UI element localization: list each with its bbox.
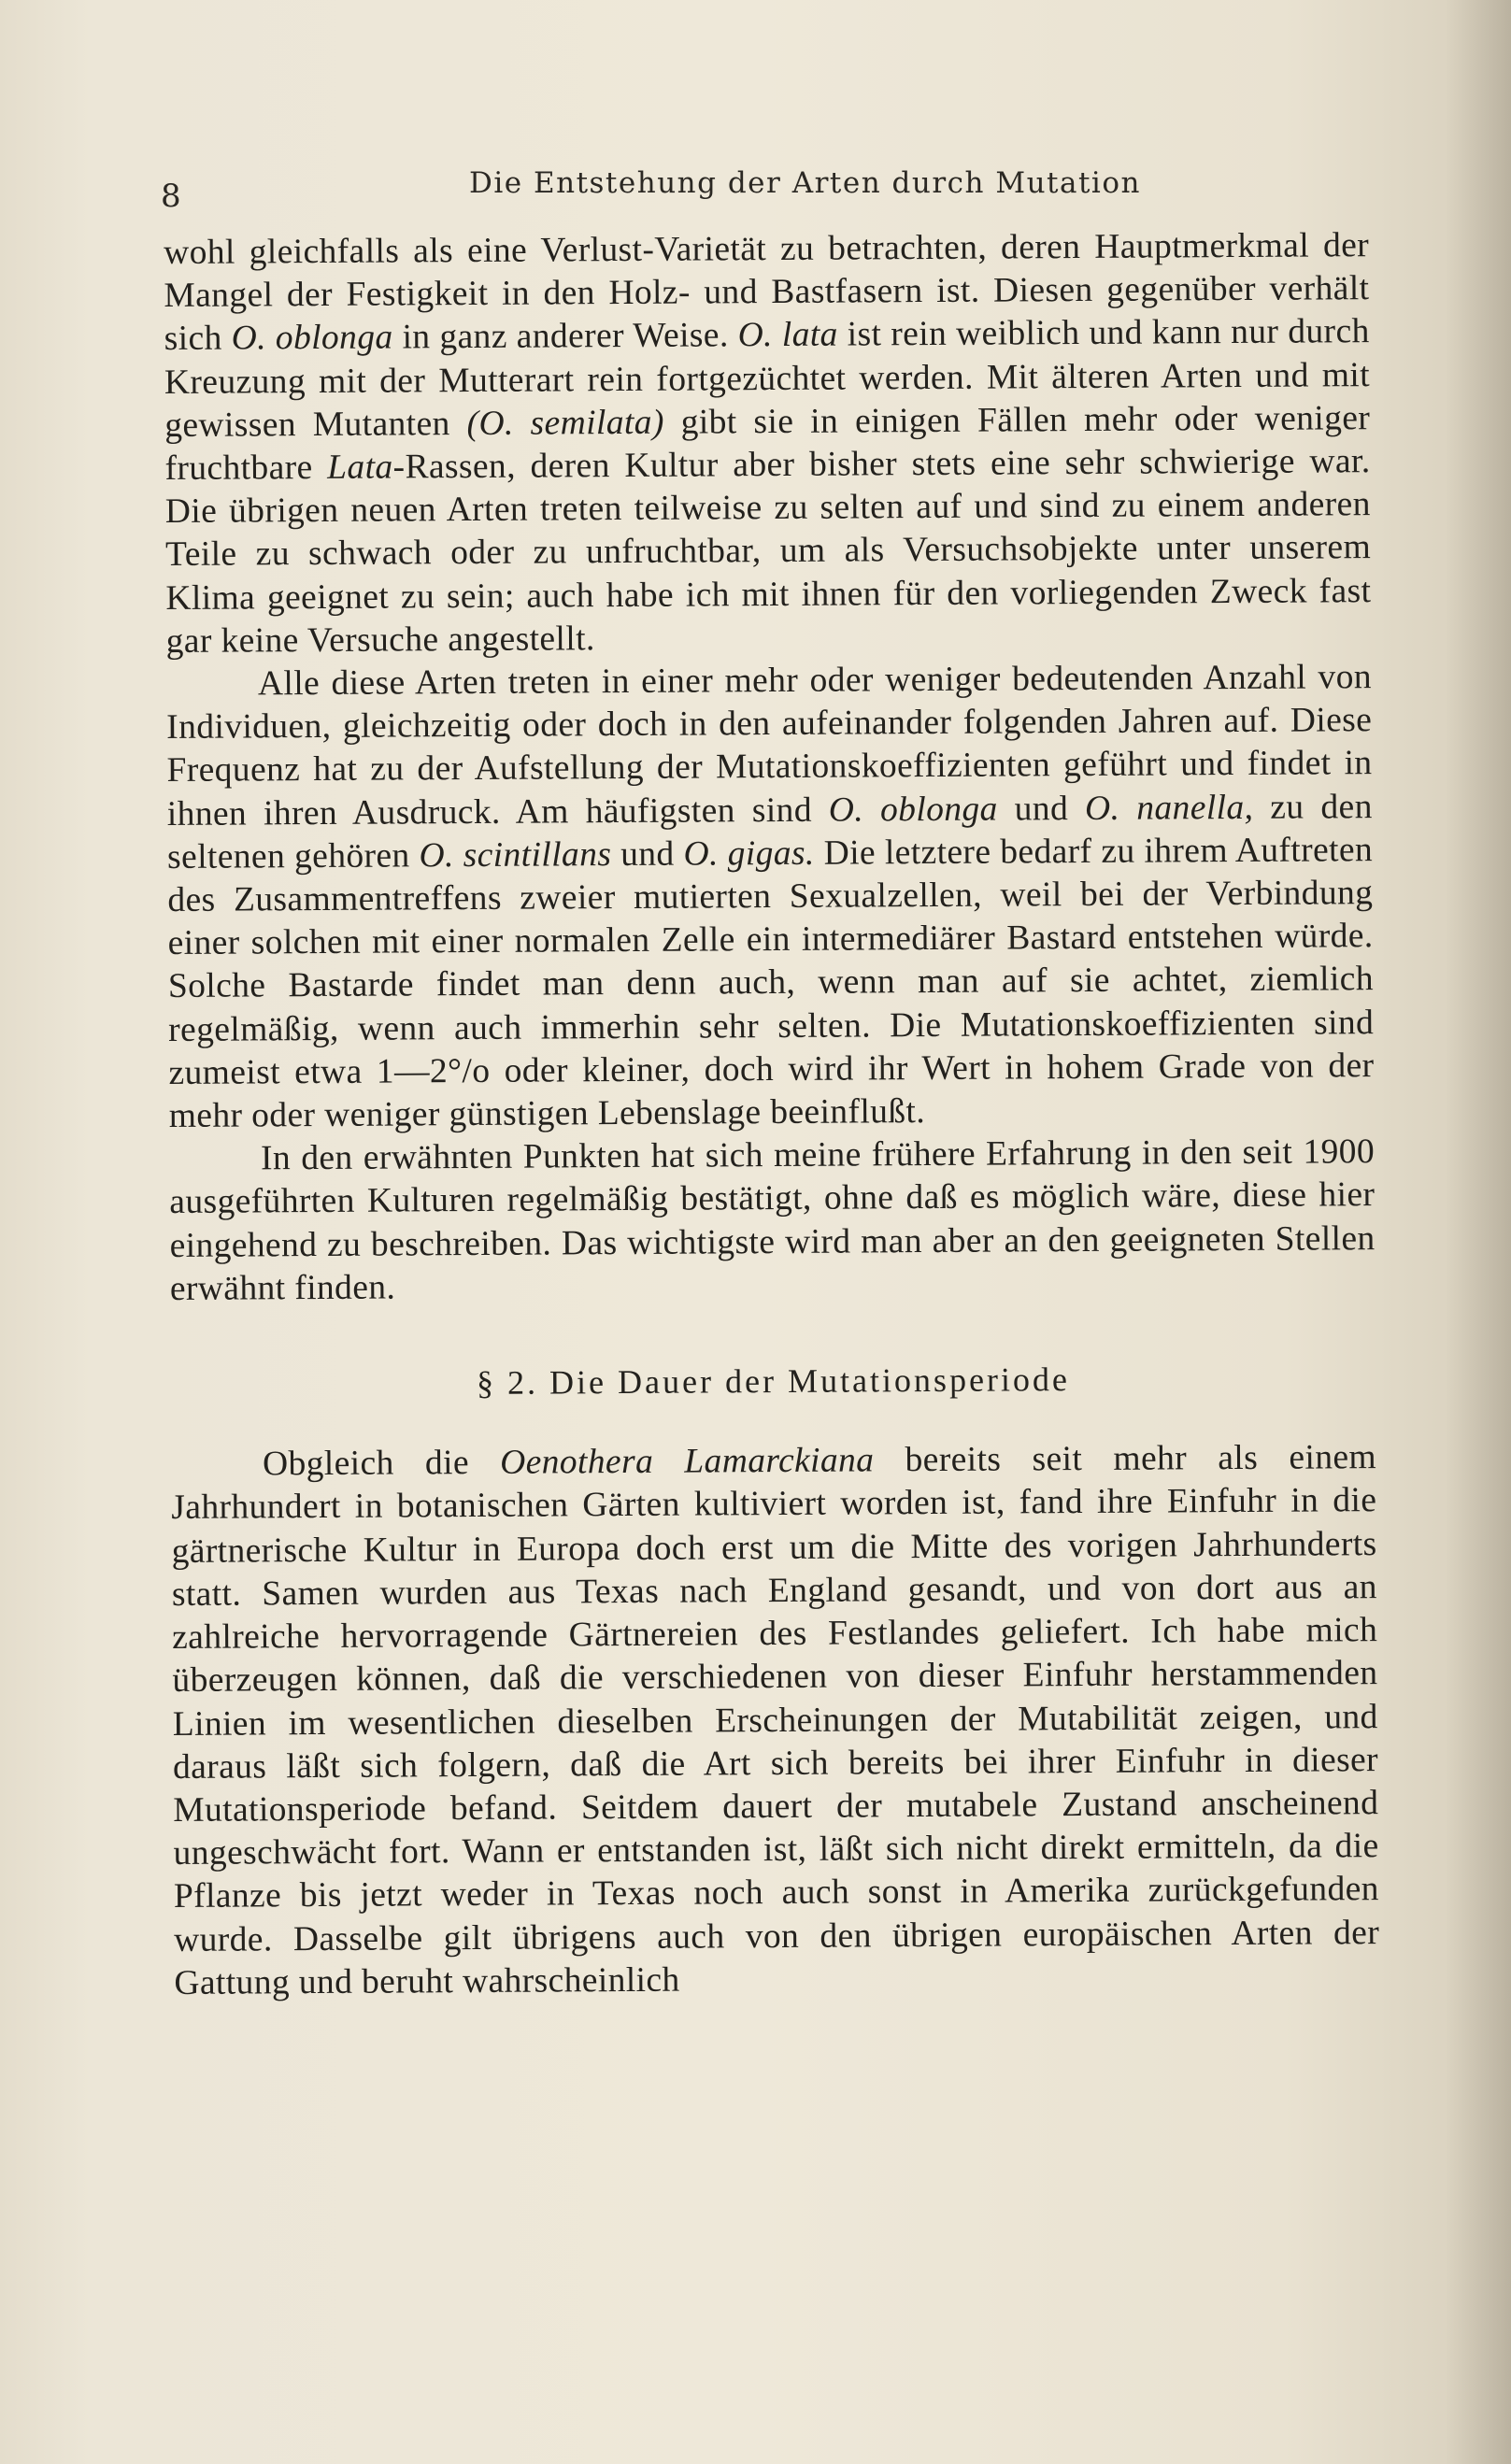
- text-run: -Rassen, deren Kultur aber bisher stets eine sehr schwierige war. Die übrigen neuen Arten treten teilweise zu selten auf und sind zu einem anderen Teile zu schwach oder zu unfruchtbar, um als Versuchsobjekte unter unserem Klima geeignet zu sein; auch habe ich mit ihnen für den vorliegenden Zweck fast gar keine Versuche angestellt.: [164, 442, 1372, 661]
- paragraph: [169, 1131, 1376, 1311]
- italic-text: O. lata: [737, 315, 838, 355]
- text-run: und: [997, 789, 1086, 829]
- paragraph: [164, 224, 1372, 663]
- paragraph: [166, 656, 1375, 1138]
- italic-text: O. nanella,: [1084, 788, 1254, 828]
- text-run: In den erwähnten Punkten hat sich meine frühere Erfahrung in den seit 1900 ausgeführten Kulturen regelmäßig bestätigt, ohne daß es möglich wäre, diese hier eingehend zu beschreiben. Das wichtigste wird man aber an den geeigneten Stellen erwähnt finden.: [169, 1132, 1376, 1308]
- text-run: in ganz anderer Weise.: [392, 316, 738, 357]
- page-header: [161, 157, 1376, 213]
- body-text: [164, 224, 1380, 2005]
- italic-text: Oenothera Lamarckiana: [500, 1441, 875, 1483]
- italic-text: O. oblonga: [828, 790, 998, 830]
- text-run: gibt sie in einigen Fällen mehr oder weniger fruchtbare: [164, 398, 1371, 489]
- text-run: Die letztere bedarf zu ihrem Auftreten des Zusammentreffens zweier mutierten Sexualzellen, weil bei der Verbindung einer solchen mit einer normalen Zelle ein intermediärer Bastard entstehen würde. Solche Bastarde findet man denn auch, wenn man auf sie achtet, ziemlich regelmäßig, wenn auch immerhin sehr selten. Die Mutationskoeffizienten sind zumeist etwa 1—2°/o oder kleiner, doch wird ihr Wert in hohem Grade von der mehr oder weniger günstigen Lebenslage beeinflußt.: [167, 830, 1375, 1136]
- italic-text: O. gigas.: [683, 833, 815, 874]
- text-run: ist rein weiblich und kann nur durch Kreuzung mit der Mutterart rein fortgezüchtet werden. Mit älteren Arten und mit gewissen Mutanten: [164, 312, 1371, 445]
- italic-text: Lata: [327, 448, 393, 487]
- text-run: Obgleich die: [262, 1444, 501, 1484]
- italic-text: O. scintillans: [419, 834, 612, 876]
- paragraph: [171, 1436, 1380, 2005]
- section-heading: § 2. Die Dauer der Mutationsperiode: [476, 1360, 1071, 1403]
- text-run: zu den seltenen gehören: [166, 787, 1373, 876]
- page-number: 8: [161, 178, 181, 215]
- italic-text: O. oblonga: [231, 318, 393, 358]
- running-head: Die Entstehung der Arten durch Mutation: [469, 166, 1141, 200]
- text-run: Alle diese Arten treten in einer mehr oder weniger bedeutenden Anzahl von Individuen, gleichzeitig oder doch in den aufeinander folgenden Jahren auf. Diese Frequenz hat zu der Aufstellung der Mutationskoeffizienten geführt und findet in ihnen ihren Ausdruck. Am häufigsten sind: [166, 658, 1373, 833]
- italic-text: (O. semilata): [466, 403, 664, 443]
- text-run: bereits seit mehr als einem Jahrhundert in botanischen Gärten kultiviert worden ist, fand ihre Einfuhr in die gärtnerische Kultur in Europa doch erst um die Mitte des vorigen Jahrhunderts statt. Samen wurden aus Texas nach England gesandt, und von dort aus an zahlreiche hervorragende Gärtnereien des Festlandes geliefert. Ich habe mich überzeugen können, daß die verschiedenen von dieser Einfuhr herstammenden Linien im wesentlichen dieselben Erscheinungen der Mutabilität zeigen, und daraus läßt sich folgern, daß die Art sich bereits bei ihrer Einfuhr in dieser Mutationsperiode befand. Seitdem dauert der mutabele Zustand anscheinend ungeschwächt fort. Wann er entstanden ist, läßt sich nicht direkt ermitteln, da die Pflanze bis jetzt weder in Texas noch auch sonst in Amerika zurückgefunden wurde. Dasselbe gilt übrigens auch von den übrigen europäischen Arten der Gattung und beruht wahrscheinlich: [171, 1438, 1380, 2002]
- text-run: und: [611, 834, 684, 874]
- text-run: wohl gleichfalls als eine Verlust-Varietät zu betrachten, deren Hauptmerkmal der Mangel der Festigkeit in den Holz- und Bastfasern ist. Diesen gegenüber verhält sich: [164, 226, 1370, 359]
